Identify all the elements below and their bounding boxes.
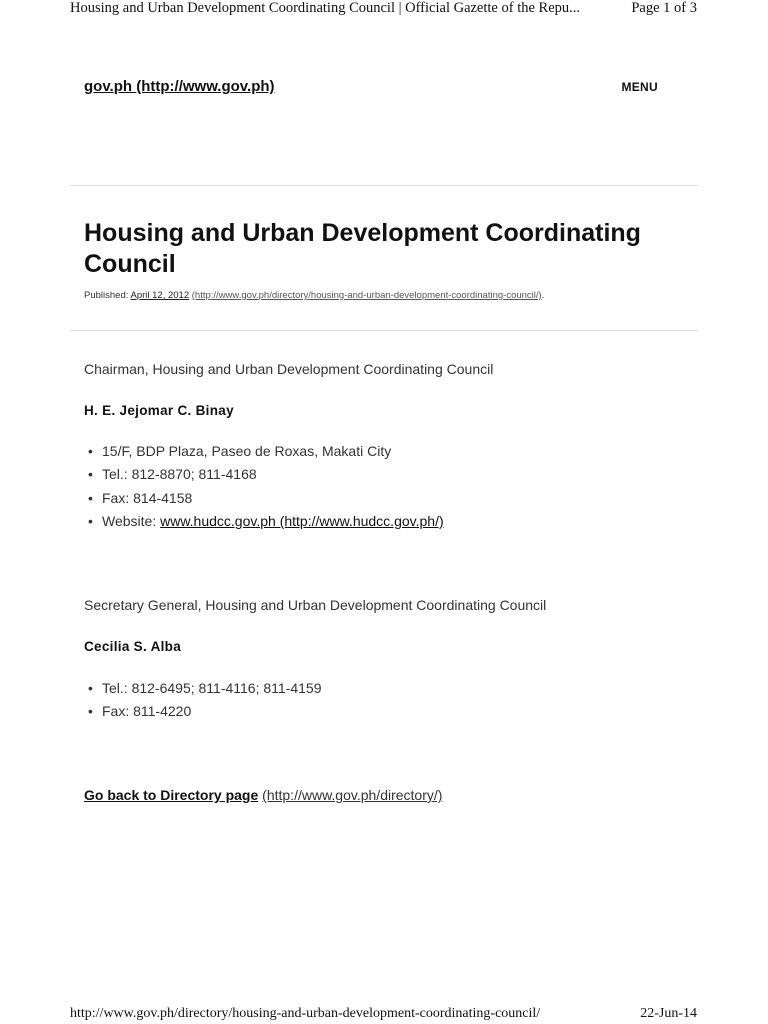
bullet: • [88,466,93,483]
secretary-name: Cecilia S. Alba [84,639,182,654]
chairman-contact-list [84,440,444,533]
list-item [84,510,444,533]
secretary-contact-list [84,677,322,724]
secretary-fax: Fax: 811-4220 [102,703,192,720]
chairman-address: 15/F, BDP Plaza, Paseo de Roxas, Makati City [102,443,392,459]
website-label: Website: [102,512,157,529]
bullet: • [88,489,93,506]
print-header [70,0,697,18]
print-footer-date: 22-Jun-14 [640,1006,697,1021]
published-line [84,290,544,301]
bullet: • [88,680,93,696]
list-item [84,700,322,723]
bullet: • [88,443,93,459]
title-divider [70,330,698,331]
published-label: Published: [84,290,129,301]
list-item [84,463,444,486]
print-footer-url: http://www.gov.ph/directory/housing-and-urban-development-coordinating-council/ [70,1006,541,1021]
chairman-name: H. E. Jejomar C. Binay [84,403,234,418]
secretary-tel: Tel.: 812-6495; 811-4116; 811-4159 [102,680,322,696]
list-item [84,487,444,510]
list-item [84,677,322,700]
website-link[interactable]: www.hudcc.gov.ph (http://www.hudcc.gov.ph/) [160,512,444,529]
header-divider [70,185,698,186]
print-footer [70,1006,697,1024]
list-item [84,440,444,463]
page-title: Housing and Urban Development Coordinating Council [84,219,641,278]
print-header-page-number: Page 1 of 3 [631,0,697,16]
print-header-title: Housing and Urban Development Coordinating Council | Official Gazette of the Repu... [70,0,581,16]
chairman-tel: Tel.: 812-8870; 811-4168 [102,466,257,483]
back-to-directory-url[interactable]: (http://www.gov.ph/directory/) [262,787,443,803]
site-home-link[interactable]: gov.ph (http://www.gov.ph) [84,78,275,95]
published-url-link[interactable]: (http://www.gov.ph/directory/housing-and-urban-development-coordinating-council/) [191,290,542,301]
secretary-role: Secretary General, Housing and Urban Development Coordinating Council [84,597,547,613]
published-period: . [541,290,545,301]
site-topbar [84,78,658,98]
bullet: • [88,512,93,529]
back-to-directory [84,787,442,803]
menu-button[interactable]: MENU [621,80,658,94]
bullet: • [88,703,93,720]
published-date-link[interactable]: April 12, 2012 [130,290,190,301]
chairman-role: Chairman, Housing and Urban Development Coordinating Council [84,361,494,377]
chairman-fax: Fax: 814-4158 [102,489,193,506]
back-to-directory-link[interactable]: Go back to Directory page [84,787,259,803]
